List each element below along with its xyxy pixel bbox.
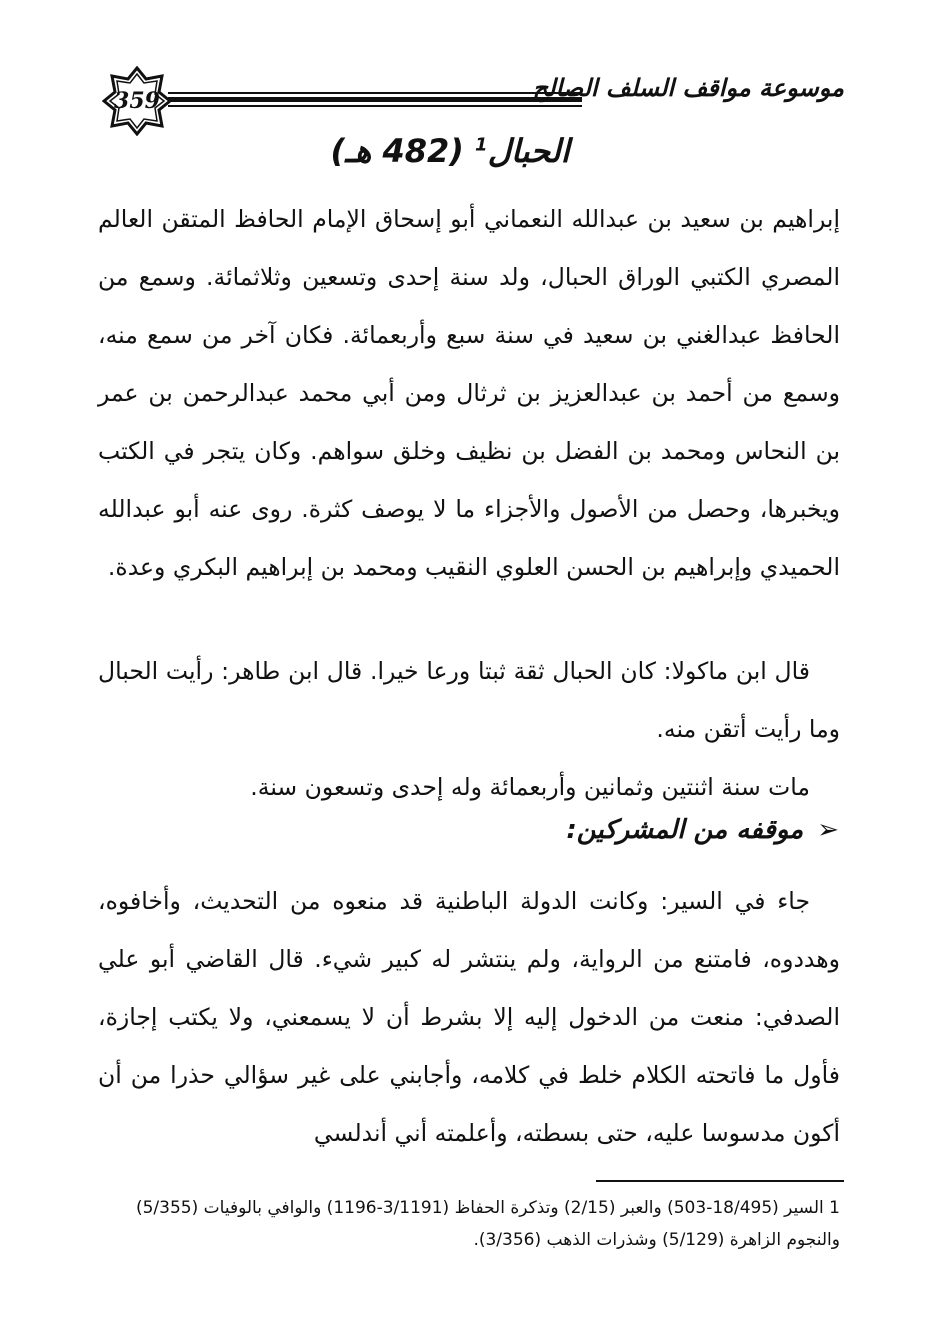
footnote-marker: 1 xyxy=(475,134,488,156)
page-number-badge xyxy=(102,66,172,136)
praise-paragraph: قال ابن ماكولا: كان الحبال ثقة ثبتا ورعا خيرا. قال ابن طاهر: رأيت الحبال وما رأيت أتقن منه. xyxy=(98,657,840,743)
section-heading-text: موقفه من المشركين: xyxy=(566,815,804,845)
biography-paragraph: إبراهيم بن سعيد بن عبدالله النعماني أبو إسحاق الإمام الحافظ المتقن العالم المصري الكتبي الوراق الحبال، ولد سنة إحدى وتسعين وثلاثمائة. وسمع من الحافظ عبدالغني بن سعيد في سنة سبع وأربعمائة. فكان آخر من سمع منه، وسمع من أحمد بن عبدالعزيز بن ثرثال ومن أبي محمد عبدالرحمن بن عمر بن النحاس ومحمد بن الفضل بن نظيف وخلق سواهم. وكان يتجر في الكتب ويخبرها، وحصل من الأصول والأجزاء ما لا يوصف كثرة. روى عنه أبو عبدالله الحميدي وإبراهيم بن الحسن العلوي النقيب ومحمد بن إبراهيم البكري وعدة. xyxy=(98,205,840,581)
entry-title xyxy=(300,132,600,170)
header-rule xyxy=(168,92,582,108)
footnotes xyxy=(98,1192,840,1256)
footnote-divider xyxy=(596,1180,844,1182)
book-title: موسوعة مواقف السلف الصالح xyxy=(532,74,844,102)
footnote-line-2: والنجوم الزاهرة (5/129) وشذرات الذهب (3/356). xyxy=(473,1230,840,1250)
section-heading xyxy=(566,815,839,845)
page-number: 359 xyxy=(114,88,160,114)
arrow-bullet-icon: ➢ xyxy=(817,815,839,845)
entry-date: (482 هـ) xyxy=(330,132,464,170)
page-header xyxy=(96,66,844,136)
footnote-line-1: 1 السير (18/495-503) والعبر (2/15) وتذكرة الحفاظ (3/1191-1196) والوافي بالوفيات (5/355) xyxy=(135,1198,840,1218)
entry-name: الحبال xyxy=(487,132,570,170)
death-paragraph: مات سنة اثنتين وثمانين وأربعمائة وله إحدى وتسعون سنة. xyxy=(250,773,810,801)
stance-paragraph: جاء في السير: وكانت الدولة الباطنية قد منعوه من التحديث، وأخافوه، وهددوه، فامتنع من الرواية، ولم ينتشر له كبير شيء. قال القاضي أبو علي الصدفي: منعت من الدخول إليه إلا بشرط أن لا يسمعني، ولا يكتب إجازة، فأول ما فاتحته الكلام خلط في كلامه، وأجابني على غير سؤالي حذرا من أن أكون مدسوسا عليه، حتى بسطته، وأعلمته أني أندلسي xyxy=(98,887,840,1147)
